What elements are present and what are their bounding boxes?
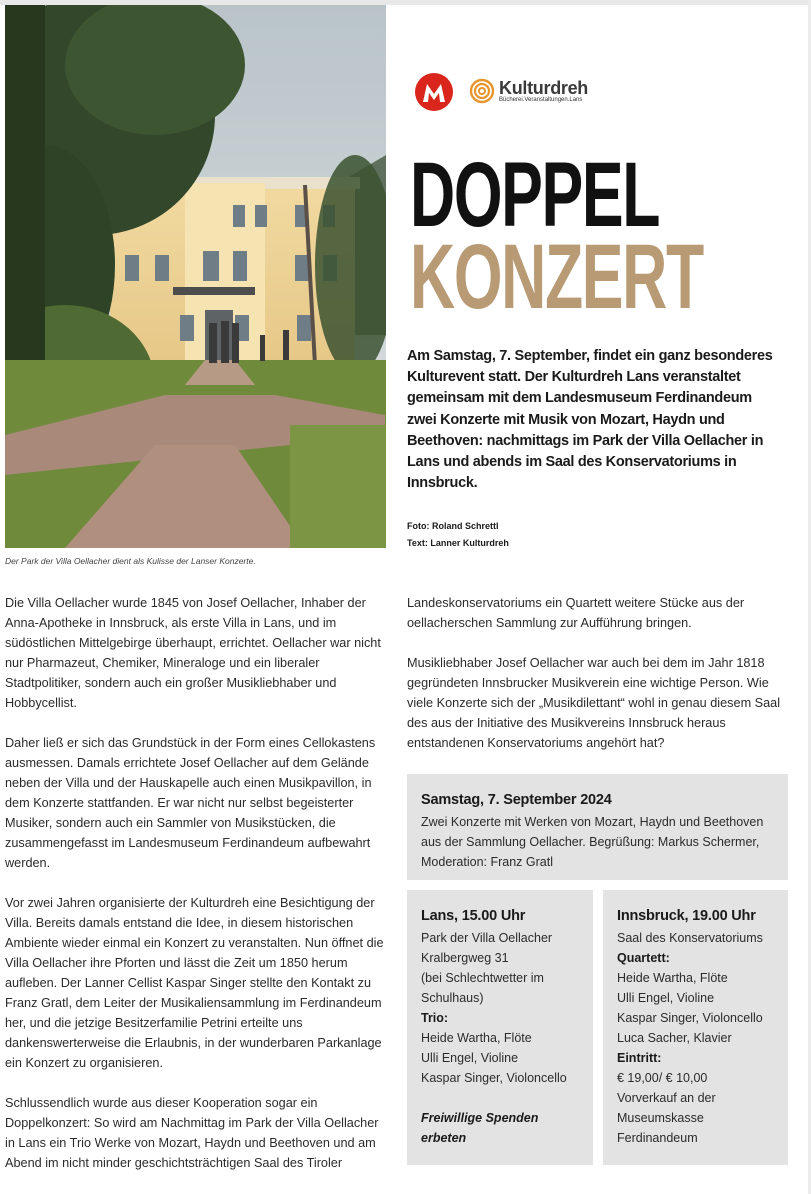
event-date-heading: Samstag, 7. September 2024 [421,792,612,808]
kulturdreh-logo [469,78,588,104]
lans-address: Kralbergweg 31 [421,951,509,965]
lans-ensemble-label: Trio: [421,1011,449,1025]
lans-heading: Lans, 15.00 Uhr [421,908,526,924]
innsbruck-presale: Vorverkauf an der Museumskasse Ferdinandeum [617,1091,716,1145]
villa-photo [5,5,386,548]
lans-venue: Park der Villa Oellacher [421,931,553,945]
article-paragraph: Daher ließ er sich das Grundstück in der Form eines Cellokastens ausmessen. Damals errichtete Josef Oellacher auf dem Gelände neben der Villa und der Hauskapelle auch einen Musikpavillon, in dem Konzerte stattfanden. Er war nicht nur selbst begeisterter Musiker, sondern auch ein Sammler von Musikstücken, die zusammengefasst im Landesmuseum Ferdinandeum aufbewahrt werden. [5,736,376,870]
lans-donation: Freiwillige Spenden erbeten [421,1111,539,1145]
innsbruck-member: Ulli Engel, Violine [617,991,715,1005]
tirol-badge-icon [414,72,454,112]
lans-member: Heide Wartha, Flöte [421,1031,532,1045]
article-right-column [407,593,792,773]
text-credit: Text: Lanner Kulturdreh [407,538,509,548]
innsbruck-member: Kaspar Singer, Violoncello [617,1011,763,1025]
article-paragraph: Musikliebhaber Josef Oellacher war auch bei dem im Jahr 1818 gegründeten Innsbrucker Musikverein eine wichtige Person. Wie viele Konzerte sich der „Musikdilettant“ wohl in genau diesem Saal des aus der Initiative des Musikvereins Innsbruck heraus entstandenen Konservatoriums angehört hat? [407,656,781,750]
kulturdreh-name: Kulturdreh [499,77,588,98]
event-date-text: Zwei Konzerte mit Werken von Mozart, Haydn und Beethoven aus der Sammlung Oellacher. Begrüßung: Markus Schermer, Moderation: Franz Gratl [421,815,764,869]
article-paragraph: Die Villa Oellacher wurde 1845 von Josef Oellacher, Inhaber der Anna-Apotheke in Innsbruck, als erste Villa in Lans, und im südöstlichen Mittelgebirge überhaupt, errichtet. Oellacher war nicht nur Pharmazeut, Chemiker, Mineraloge und ein liberaler Stadtpolitiker, sondern auch ein großer Musikliebhaber und Hobbycellist. [5,596,381,710]
event-date-box [407,774,788,880]
intro-text: Am Samstag, 7. September, findet ein ganz besonderes Kulturevent statt. Der Kulturdreh Lans veranstaltet gemeinsam mit dem Landesmuseum Ferdinandeum zwei Konzerte mit Musik von Mozart, Haydn und Beethoven: nachmittags im Park der Villa Oellacher in Lans und abends im Saal des Konservatoriums in Innsbruck. [407,348,773,492]
innsbruck-ensemble-label: Quartett: [617,951,670,965]
innsbruck-member: Heide Wartha, Flöte [617,971,728,985]
title-line-1: DOPPEL [410,144,660,246]
innsbruck-concert-box [603,890,788,1165]
spiral-icon [469,78,495,104]
innsbruck-member: Luca Sacher, Klavier [617,1031,732,1045]
lans-member: Ulli Engel, Violine [421,1051,519,1065]
villa-illustration [5,5,386,548]
article-paragraph: Schlussendlich wurde aus dieser Kooperation sogar ein Doppelkonzert: So wird am Nachmittag im Park der Villa Oellacher in Lans ein Trio Werke von Mozart, Haydn und Beethoven und am Abend im nicht minder geschichtsträchtigen Saal des Tiroler [5,1096,379,1170]
innsbruck-admission-label: Eintritt: [617,1051,662,1065]
tiroler-landesmuseen-logo [414,72,454,112]
innsbruck-heading: Innsbruck, 19.00 Uhr [617,908,756,924]
kulturdreh-subtitle: Bücherei.Veranstaltungen.Lans [499,96,583,103]
article-paragraph: Vor zwei Jahren organisierte der Kulturdreh eine Besichtigung der Villa. Bereits damals entstand die Idee, in diesem historischen Ambiente wieder einmal ein Konzert zu veranstalten. Nun öffnet die Villa Oellacher ihre Pforten und lässt die Zeit um 1850 herum aufleben. Der Lanner Cellist Kaspar Singer stellte den Kontakt zu Franz Gratl, dem Leiter der Musikaliensammlung im Ferdinandeum her, und die jetzige Besitzerfamilie Petrini erteilte uns dankenswerterweise die Erlaubnis, in der wunderbaren Parkanlage ein Konzert zu organisieren. [5,896,384,1070]
innsbruck-venue: Saal des Konservatoriums [617,931,763,945]
lans-concert-box [407,890,593,1165]
title-line-2: KONZERT [410,226,703,328]
innsbruck-price: € 19,00/ € 10,00 [617,1071,708,1085]
lans-weather-note: (bei Schlechtwetter im Schulhaus) [421,971,544,1005]
article-paragraph: Landeskonservatoriums ein Quartett weitere Stücke aus der oellacherschen Sammlung zur Aufführung bringen. [407,596,745,630]
credits [407,518,509,552]
photo-credit: Foto: Roland Schrettl [407,521,499,531]
photo-caption: Der Park der Villa Oellacher dient als Kulisse der Lanser Konzerte. [5,556,256,566]
lans-member: Kaspar Singer, Violoncello [421,1071,567,1085]
article-left-column [5,593,387,1193]
